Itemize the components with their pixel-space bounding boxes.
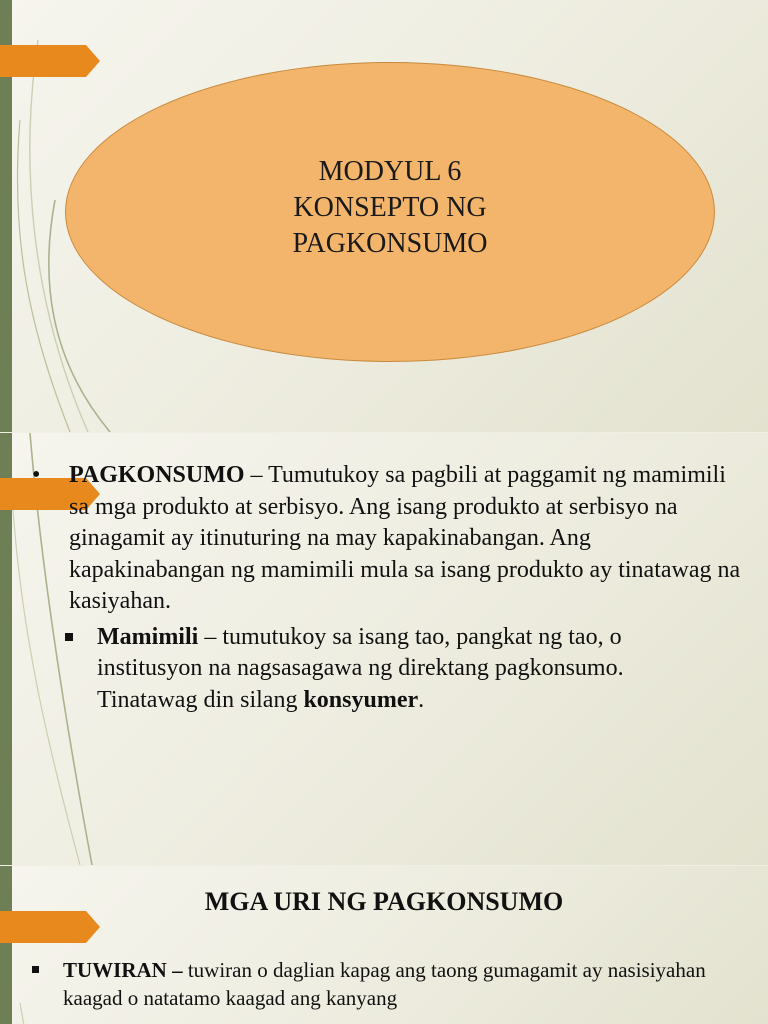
term-konsyumer: konsyumer: [303, 686, 419, 713]
slide3-heading: MGA URI NG PAGKONSUMO: [204, 887, 564, 916]
definition-pagkonsumo: – Tumutukoy sa pagbili at paggamit ng mamimili sa mga produkto at serbisyo. Ang isang produkto at serbisyo na ginagamit ay itinuturing na may kapakinabangan. Ang kapakinabangan ng mamimili mula sa isang produkto ay tinatawag na kasiyahan.: [69, 462, 741, 614]
bullet-tuwiran: [30, 956, 730, 1012]
sentence-end: .: [418, 686, 425, 713]
title-line-3: PAGKONSUMO: [292, 228, 488, 259]
slide2-content: [30, 460, 750, 716]
bullet-dot-icon: •: [32, 462, 41, 488]
title-line-1: MODYUL 6: [318, 156, 462, 187]
title-line-2: KONSEPTO NG: [293, 192, 487, 223]
slide3-content: [30, 956, 730, 1012]
slide-title: [0, 0, 768, 432]
definition-mamimili: – tumutukoy sa isang tao, pangkat ng tao, o institusyon na nagsasagawa ng direktang pagkonsumo. Tinatawag din silang: [97, 623, 624, 713]
definition-tuwiran: tuwiran o daglian kapag ang taong gumagamit ay nasisiyahan kaagad o natatamo kaagad ang kanyang: [63, 958, 706, 1010]
term-mamimili: Mamimili: [97, 623, 199, 650]
bullet-pagkonsumo: [30, 460, 750, 618]
term-tuwiran: TUWIRAN –: [63, 958, 183, 982]
square-bullet-icon: [32, 966, 39, 973]
title-oval: [65, 62, 715, 362]
square-bullet-icon: [65, 633, 73, 641]
bullet-mamimili: [30, 622, 717, 717]
slide-definition: [0, 433, 768, 865]
slide-types: [0, 866, 768, 1024]
orange-tab-arrow: [0, 45, 100, 77]
term-pagkonsumo: PAGKONSUMO: [69, 462, 245, 488]
